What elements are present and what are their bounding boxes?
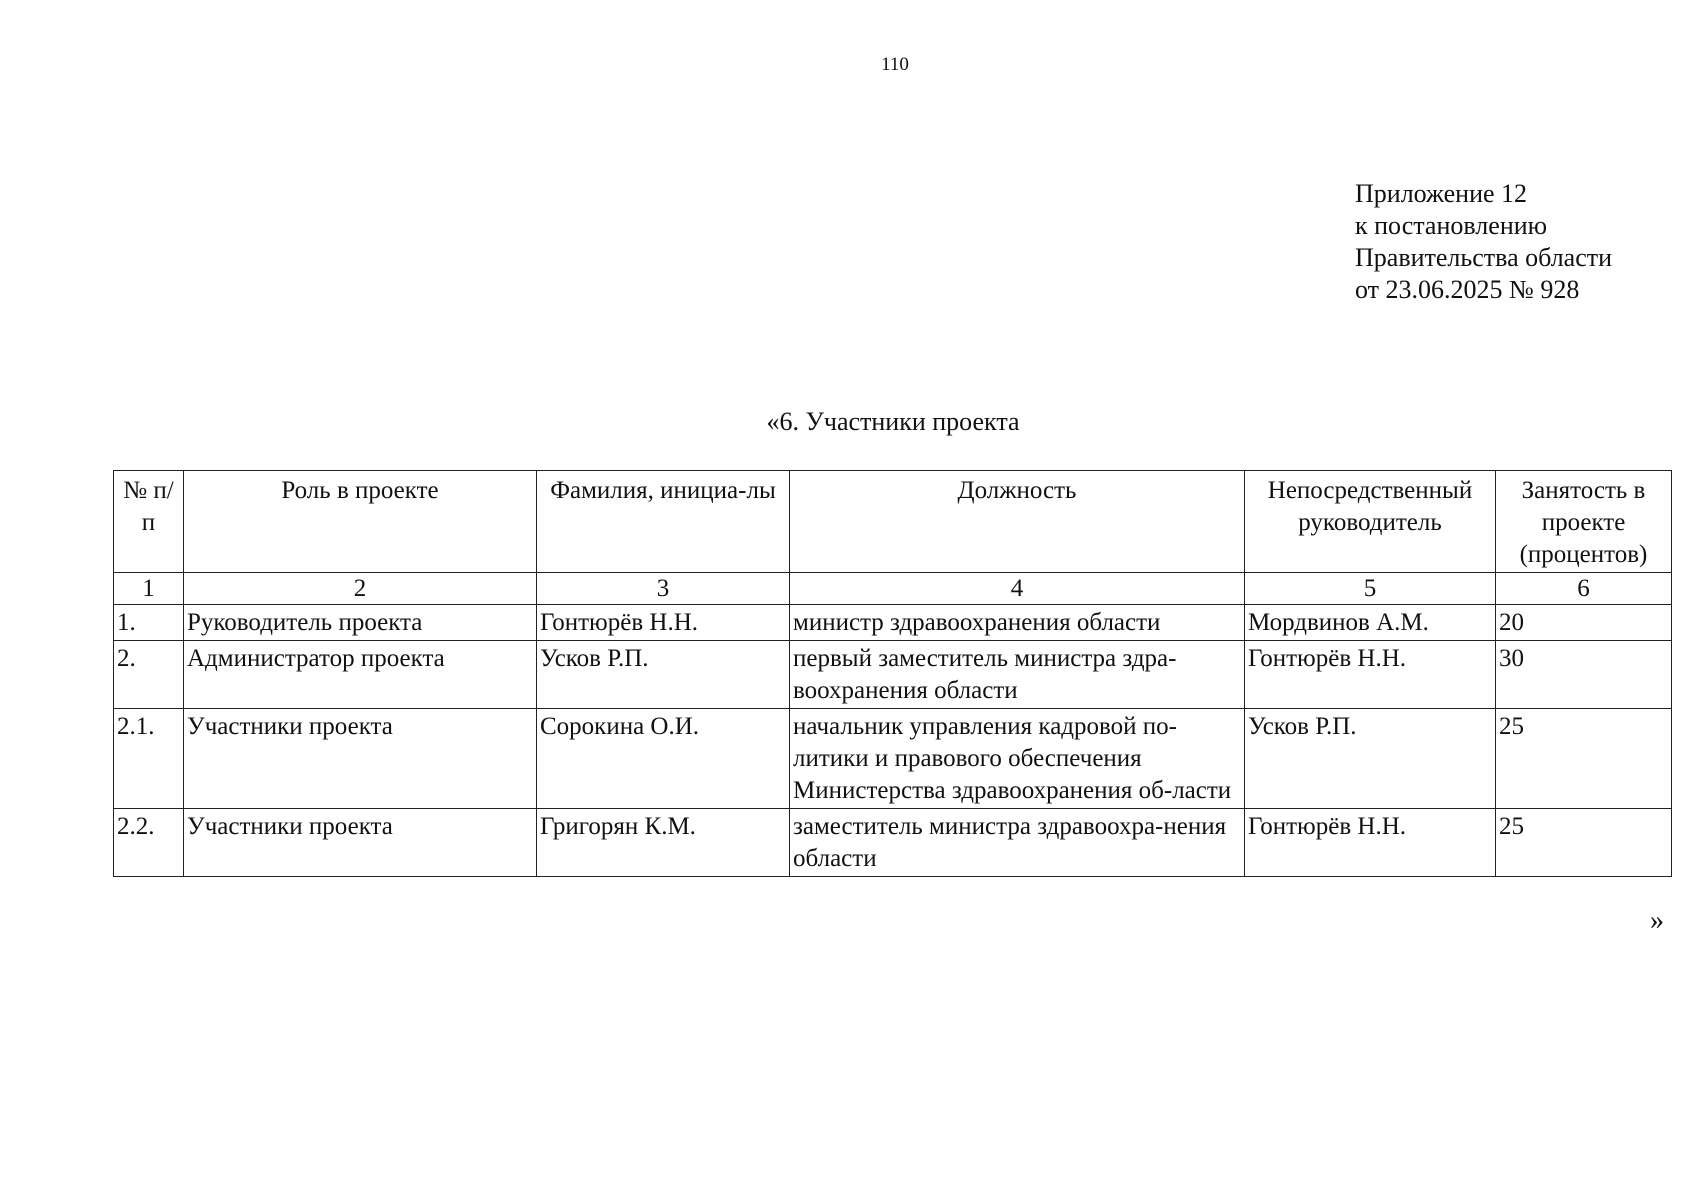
table-row (114, 809, 1672, 877)
column-number: 3 (537, 573, 790, 605)
cell-number: 2. (114, 641, 184, 709)
cell-name: Усков Р.П. (537, 641, 790, 709)
cell-number: 2.1. (114, 709, 184, 809)
column-number: 4 (790, 573, 1245, 605)
cell-employment: 25 (1496, 809, 1672, 877)
appendix-block (1355, 178, 1612, 306)
header-cell-supervisor: Непосредственный руководитель (1245, 471, 1496, 573)
cell-role: Руководитель проекта (184, 605, 537, 641)
cell-employment: 20 (1496, 605, 1672, 641)
column-number: 2 (184, 573, 537, 605)
appendix-line-4: от 23.06.2025 № 928 (1355, 275, 1580, 304)
participants-table (113, 470, 1672, 877)
cell-position: заместитель министра здравоохра-нения области (790, 809, 1245, 877)
cell-number: 1. (114, 605, 184, 641)
header-cell-role: Роль в проекте (184, 471, 537, 573)
column-number-row (114, 573, 1672, 605)
appendix-line-3: Правительства области (1355, 243, 1613, 272)
header-cell-position: Должность (790, 471, 1245, 573)
cell-name: Григорян К.М. (537, 809, 790, 877)
cell-name: Сорокина О.И. (537, 709, 790, 809)
cell-supervisor: Гонтюрёв Н.Н. (1245, 809, 1496, 877)
cell-employment: 25 (1496, 709, 1672, 809)
appendix-line-1: Приложение 12 (1355, 179, 1528, 208)
cell-employment: 30 (1496, 641, 1672, 709)
cell-supervisor: Усков Р.П. (1245, 709, 1496, 809)
cell-supervisor: Мордвинов А.М. (1245, 605, 1496, 641)
header-cell-name: Фамилия, инициа-лы (537, 471, 790, 573)
header-cell-employment: Занятость в проекте (процентов) (1496, 471, 1672, 573)
column-number: 5 (1245, 573, 1496, 605)
header-cell-number: № п/п (114, 471, 184, 573)
appendix-line-2: к постановлению (1355, 211, 1548, 240)
cell-role: Администратор проекта (184, 641, 537, 709)
table-row (114, 605, 1672, 641)
column-number: 1 (114, 573, 184, 605)
cell-position: первый заместитель министра здра-воохранения области (790, 641, 1245, 709)
cell-position: министр здравоохранения области (790, 605, 1245, 641)
cell-role: Участники проекта (184, 809, 537, 877)
cell-name: Гонтюрёв Н.Н. (537, 605, 790, 641)
table-row (114, 709, 1672, 809)
cell-position: начальник управления кадровой по-литики и правового обеспечения Министерства здравоохранения об-ласти (790, 709, 1245, 809)
header-row (114, 471, 1672, 573)
page-number: 110 (881, 54, 909, 75)
cell-supervisor: Гонтюрёв Н.Н. (1245, 641, 1496, 709)
section-title: «6. Участники проекта (766, 407, 1020, 436)
column-number: 6 (1496, 573, 1672, 605)
table-row (114, 641, 1672, 709)
closing-quote: » (1650, 905, 1664, 936)
cell-role: Участники проекта (184, 709, 537, 809)
cell-number: 2.2. (114, 809, 184, 877)
